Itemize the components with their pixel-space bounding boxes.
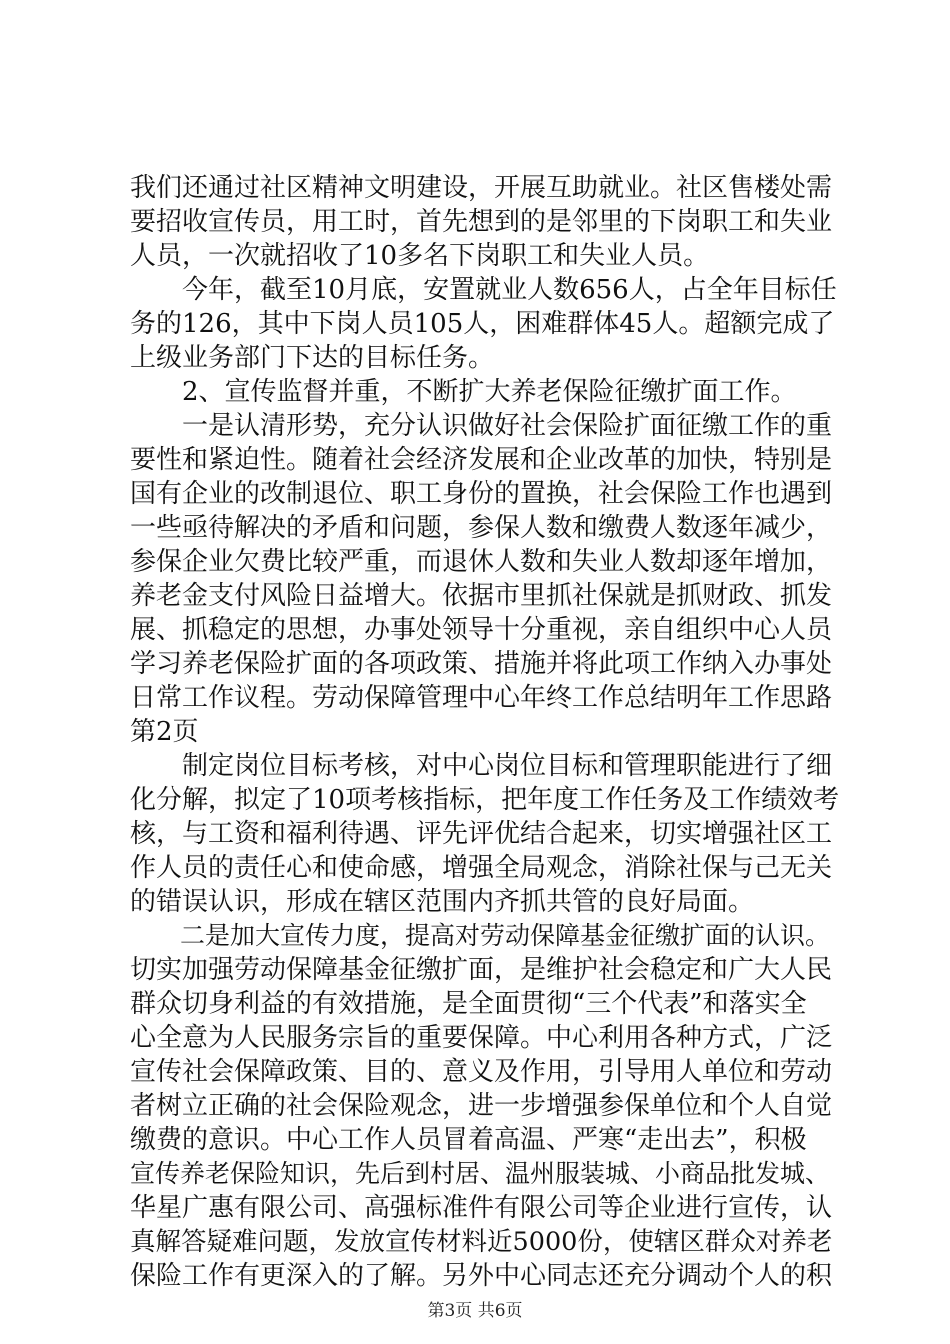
text-line: 日常工作议程。劳动保障管理中心年终工作总结明年工作思路 xyxy=(130,683,833,713)
text-line: 群众切身利益的有效措施，是全面贯彻“三个代表”和落实全 xyxy=(130,989,807,1019)
text-line: 华星广惠有限公司、高强标准件有限公司等企业进行宣传，认 xyxy=(130,1193,833,1223)
text-line: 展、抓稳定的思想，办事处领导十分重视，亲自组织中心人员 xyxy=(130,615,833,645)
text-line: 核，与工资和福利待遇、评先评优结合起来，切实增强社区工 xyxy=(130,819,833,849)
text-line: 国有企业的改制退位、职工身份的置换，社会保险工作也遇到 xyxy=(130,479,833,509)
text-line: 切实加强劳动保障基金征缴扩面，是维护社会稳定和广大人民 xyxy=(130,955,833,985)
text-line: 参保企业欠费比较严重，而退休人数和失业人数却逐年增加， xyxy=(130,547,833,577)
text-line: 作人员的责任心和使命感，增强全局观念，消除社保与己无关 xyxy=(130,853,833,883)
text-line: 者树立正确的社会保险观念，进一步增强参保单位和个人自觉 xyxy=(130,1091,833,1121)
text-line: 上级业务部门下达的目标任务。 xyxy=(130,343,495,373)
text-line: 务的126，其中下岗人员105人，困难群体45人。超额完成了 xyxy=(130,309,835,339)
text-line: 的错误认识，形成在辖区范围内齐抓共管的良好局面。 xyxy=(130,887,755,917)
text-line: 二是加大宣传力度，提高对劳动保障基金征缴扩面的认识。 xyxy=(130,921,831,950)
text-line: 我们还通过社区精神文明建设，开展互助就业。社区售楼处需 xyxy=(130,173,833,203)
text-line: 化分解，拟定了10项考核指标，把年度工作任务及工作绩效考 xyxy=(130,785,840,815)
text-line: 要性和紧迫性。随着社会经济发展和企业改革的加快，特别是 xyxy=(130,445,833,475)
text-line: 一是认清形势，充分认识做好社会保险扩面征缴工作的重 xyxy=(130,411,833,441)
text-line: 保险工作有更深入的了解。另外中心同志还充分调动个人的积 xyxy=(130,1261,833,1291)
text-line: 宣传养老保险知识，先后到村居、温州服装城、小商品批发城、 xyxy=(130,1159,831,1188)
text-line: 一些亟待解决的矛盾和问题，参保人数和缴费人数逐年减少， xyxy=(130,513,833,543)
text-line: 宣传社会保障政策、目的、意义及作用，引导用人单位和劳动 xyxy=(130,1057,833,1087)
section-heading: 2、宣传监督并重，不断扩大养老保险征缴扩面工作。 xyxy=(130,377,797,407)
text-line: 要招收宣传员，用工时，首先想到的是邻里的下岗职工和失业 xyxy=(130,207,833,237)
page-footer: 第3页 共6页 xyxy=(427,1301,523,1321)
text-line: 制定岗位目标考核，对中心岗位目标和管理职能进行了细 xyxy=(130,751,833,781)
text-line: 养老金支付风险日益增大。依据市里抓社保就是抓财政、抓发 xyxy=(130,581,833,611)
text-line: 今年，截至10月底，安置就业人数656人，占全年目标任 xyxy=(130,275,837,305)
text-line: 缴费的意识。中心工作人员冒着高温、严寒“走出去”，积极 xyxy=(130,1125,807,1155)
text-line: 人员，一次就招收了10多名下岗职工和失业人员。 xyxy=(130,241,710,271)
text-line: 真解答疑难问题，发放宣传材料近5000份，使辖区群众对养老 xyxy=(130,1227,833,1257)
text-line: 学习养老保险扩面的各项政策、措施并将此项工作纳入办事处 xyxy=(130,649,833,679)
text-line: 心全意为人民服务宗旨的重要保障。中心利用各种方式，广泛 xyxy=(130,1023,833,1053)
inline-page-marker: 第2页 xyxy=(130,717,199,747)
